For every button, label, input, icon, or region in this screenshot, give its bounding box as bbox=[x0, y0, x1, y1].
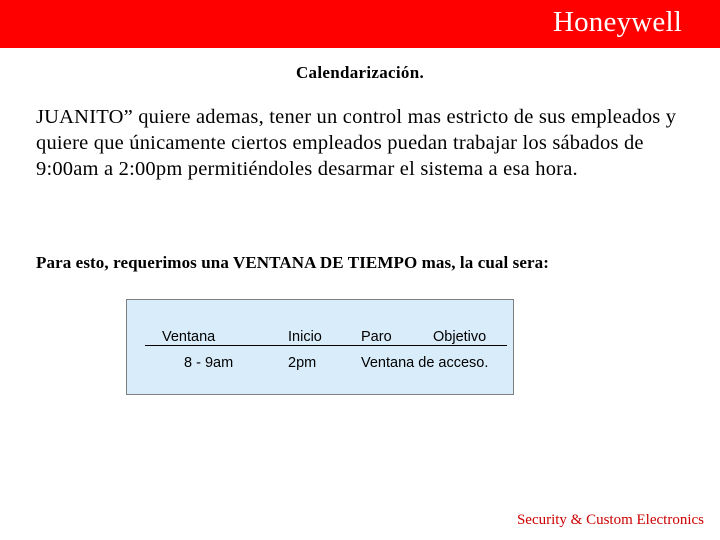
column-header-objetivo: Objetivo bbox=[433, 329, 487, 345]
column-header-inicio: Inicio bbox=[288, 329, 322, 345]
brand-logo-text: Honeywell bbox=[552, 6, 682, 38]
column-header-paro: Paro bbox=[361, 329, 392, 345]
column-header-ventana: Ventana bbox=[162, 329, 216, 345]
intro-paragraph: JUANITO” quiere ademas, tener un control mas estricto de sus empleados y quiere que únicamente ciertos empleados puedan trabajar los sábados de 9:00am a 2:00pm permitiéndoles desarmar el sistema a esa hora. bbox=[36, 106, 677, 180]
footer-tagline: Security & Custom Electronics bbox=[516, 512, 704, 528]
cell-ventana: 8 - 9am bbox=[184, 355, 234, 371]
cell-objetivo: Ventana de acceso. bbox=[361, 355, 489, 371]
header-bar bbox=[0, 0, 720, 48]
header-underline bbox=[145, 345, 507, 346]
time-window-table bbox=[126, 299, 514, 395]
lead-sentence: Para esto, requerimos una VENTANA DE TIEMPO mas, la cual sera: bbox=[36, 253, 550, 272]
section-title: Calendarización. bbox=[295, 63, 425, 82]
cell-inicio: 2pm bbox=[288, 355, 317, 371]
